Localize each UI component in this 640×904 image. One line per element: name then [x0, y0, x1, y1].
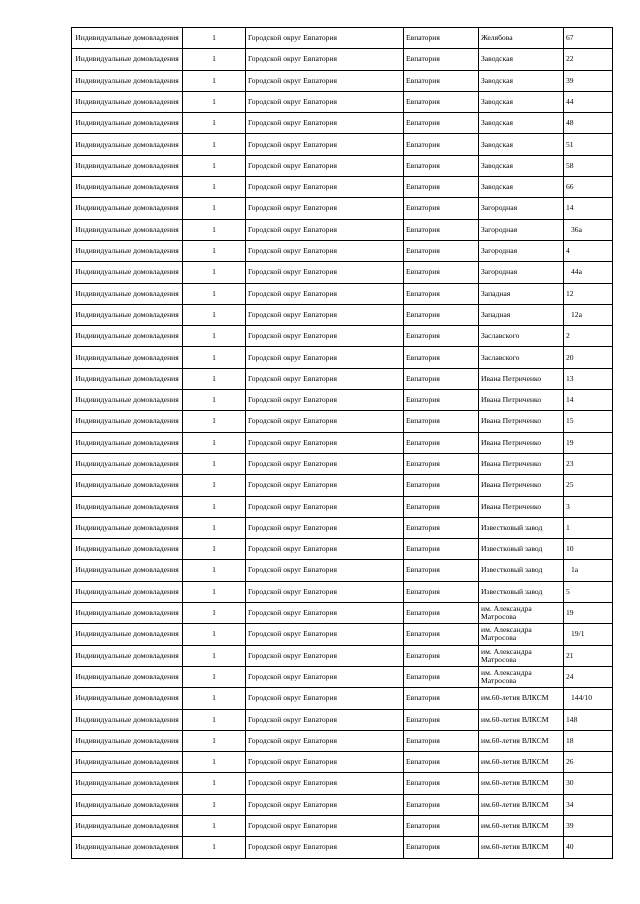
street-cell: им. Александра Матросова [479, 645, 564, 666]
count-cell: 1 [183, 70, 246, 91]
building-type-cell: Индивидуальные домовладения [72, 70, 183, 91]
count-cell: 1 [183, 709, 246, 730]
table-row [72, 773, 613, 794]
table-row [72, 453, 613, 474]
house-number-cell: 44 [564, 91, 613, 112]
table-row [72, 198, 613, 219]
city-cell: Евпатория [404, 837, 479, 858]
house-number-cell: 36а [564, 219, 613, 240]
district-cell: Городской округ Евпатория [246, 794, 404, 815]
house-number-cell: 25 [564, 475, 613, 496]
house-number-cell: 66 [564, 177, 613, 198]
count-cell: 1 [183, 837, 246, 858]
table-row [72, 262, 613, 283]
district-cell: Городской округ Евпатория [246, 155, 404, 176]
table-row [72, 390, 613, 411]
count-cell: 1 [183, 560, 246, 581]
district-cell: Городской округ Евпатория [246, 70, 404, 91]
table-row [72, 368, 613, 389]
street-cell: Заславского [479, 326, 564, 347]
building-type-cell: Индивидуальные домовладения [72, 709, 183, 730]
street-cell: Заводская [479, 134, 564, 155]
building-type-cell: Индивидуальные домовладения [72, 134, 183, 155]
street-cell: Западная [479, 283, 564, 304]
house-number-cell: 12а [564, 304, 613, 325]
table-row [72, 560, 613, 581]
building-type-cell: Индивидуальные домовладения [72, 539, 183, 560]
house-number-cell: 15 [564, 411, 613, 432]
street-cell: Ивана Петриченко [479, 432, 564, 453]
count-cell: 1 [183, 539, 246, 560]
house-number-cell: 1а [564, 560, 613, 581]
table-row [72, 113, 613, 134]
table-row [72, 730, 613, 751]
house-number-cell: 67 [564, 28, 613, 49]
count-cell: 1 [183, 475, 246, 496]
count-cell: 1 [183, 326, 246, 347]
house-number-cell: 20 [564, 347, 613, 368]
district-cell: Городской округ Евпатория [246, 91, 404, 112]
table-row [72, 666, 613, 687]
building-type-cell: Индивидуальные домовладения [72, 475, 183, 496]
house-number-cell: 4 [564, 240, 613, 261]
house-number-cell: 34 [564, 794, 613, 815]
district-cell: Городской округ Евпатория [246, 666, 404, 687]
house-number-cell: 148 [564, 709, 613, 730]
district-cell: Городской округ Евпатория [246, 368, 404, 389]
table-row [72, 219, 613, 240]
table-row [72, 815, 613, 836]
street-cell: им.60-летия ВЛКСМ [479, 688, 564, 709]
building-type-cell: Индивидуальные домовладения [72, 326, 183, 347]
building-type-cell: Индивидуальные домовладения [72, 304, 183, 325]
street-cell: Заславского [479, 347, 564, 368]
building-type-cell: Индивидуальные домовладения [72, 496, 183, 517]
district-cell: Городской округ Евпатория [246, 453, 404, 474]
street-cell: Известковый завод [479, 560, 564, 581]
address-table [71, 27, 613, 859]
building-type-cell: Индивидуальные домовладения [72, 603, 183, 624]
count-cell: 1 [183, 28, 246, 49]
city-cell: Евпатория [404, 390, 479, 411]
city-cell: Евпатория [404, 326, 479, 347]
city-cell: Евпатория [404, 517, 479, 538]
street-cell: Ивана Петриченко [479, 411, 564, 432]
city-cell: Евпатория [404, 496, 479, 517]
house-number-cell: 24 [564, 666, 613, 687]
street-cell: Желябова [479, 28, 564, 49]
district-cell: Городской округ Евпатория [246, 28, 404, 49]
district-cell: Городской округ Евпатория [246, 624, 404, 645]
count-cell: 1 [183, 155, 246, 176]
house-number-cell: 18 [564, 730, 613, 751]
building-type-cell: Индивидуальные домовладения [72, 347, 183, 368]
district-cell: Городской округ Евпатория [246, 390, 404, 411]
street-cell: Известковый завод [479, 581, 564, 602]
city-cell: Евпатория [404, 539, 479, 560]
count-cell: 1 [183, 517, 246, 538]
count-cell: 1 [183, 240, 246, 261]
table-row [72, 240, 613, 261]
house-number-cell: 19/1 [564, 624, 613, 645]
district-cell: Городской округ Евпатория [246, 709, 404, 730]
table-row [72, 624, 613, 645]
count-cell: 1 [183, 283, 246, 304]
city-cell: Евпатория [404, 624, 479, 645]
city-cell: Евпатория [404, 240, 479, 261]
street-cell: Ивана Петриченко [479, 475, 564, 496]
city-cell: Евпатория [404, 283, 479, 304]
house-number-cell: 51 [564, 134, 613, 155]
count-cell: 1 [183, 304, 246, 325]
building-type-cell: Индивидуальные домовладения [72, 198, 183, 219]
table-row [72, 70, 613, 91]
house-number-cell: 22 [564, 49, 613, 70]
district-cell: Городской округ Евпатория [246, 219, 404, 240]
table-row [72, 347, 613, 368]
city-cell: Евпатория [404, 70, 479, 91]
street-cell: Ивана Петриченко [479, 368, 564, 389]
district-cell: Городской округ Евпатория [246, 730, 404, 751]
house-number-cell: 12 [564, 283, 613, 304]
table-row [72, 752, 613, 773]
building-type-cell: Индивидуальные домовладения [72, 688, 183, 709]
street-cell: Известковый завод [479, 517, 564, 538]
street-cell: им.60-летия ВЛКСМ [479, 752, 564, 773]
table-row [72, 326, 613, 347]
city-cell: Евпатория [404, 28, 479, 49]
count-cell: 1 [183, 794, 246, 815]
building-type-cell: Индивидуальные домовладения [72, 28, 183, 49]
house-number-cell: 26 [564, 752, 613, 773]
house-number-cell: 58 [564, 155, 613, 176]
count-cell: 1 [183, 347, 246, 368]
city-cell: Евпатория [404, 155, 479, 176]
district-cell: Городской округ Евпатория [246, 240, 404, 261]
district-cell: Городской округ Евпатория [246, 134, 404, 155]
city-cell: Евпатория [404, 794, 479, 815]
count-cell: 1 [183, 730, 246, 751]
house-number-cell: 48 [564, 113, 613, 134]
district-cell: Городской округ Евпатория [246, 517, 404, 538]
table-row [72, 794, 613, 815]
city-cell: Евпатория [404, 730, 479, 751]
street-cell: им. Александра Матросова [479, 624, 564, 645]
building-type-cell: Индивидуальные домовладения [72, 432, 183, 453]
district-cell: Городской округ Евпатория [246, 539, 404, 560]
district-cell: Городской округ Евпатория [246, 645, 404, 666]
building-type-cell: Индивидуальные домовладения [72, 177, 183, 198]
street-cell: Заводская [479, 49, 564, 70]
building-type-cell: Индивидуальные домовладения [72, 794, 183, 815]
count-cell: 1 [183, 219, 246, 240]
building-type-cell: Индивидуальные домовладения [72, 155, 183, 176]
building-type-cell: Индивидуальные домовладения [72, 837, 183, 858]
count-cell: 1 [183, 688, 246, 709]
city-cell: Евпатория [404, 262, 479, 283]
building-type-cell: Индивидуальные домовладения [72, 240, 183, 261]
count-cell: 1 [183, 390, 246, 411]
table-row [72, 688, 613, 709]
count-cell: 1 [183, 198, 246, 219]
district-cell: Городской округ Евпатория [246, 603, 404, 624]
house-number-cell: 14 [564, 390, 613, 411]
city-cell: Евпатория [404, 773, 479, 794]
street-cell: им.60-летия ВЛКСМ [479, 815, 564, 836]
table-row [72, 517, 613, 538]
house-number-cell: 14 [564, 198, 613, 219]
district-cell: Городской округ Евпатория [246, 837, 404, 858]
table-row [72, 539, 613, 560]
table-row [72, 283, 613, 304]
building-type-cell: Индивидуальные домовладения [72, 49, 183, 70]
table-row [72, 28, 613, 49]
street-cell: им.60-летия ВЛКСМ [479, 709, 564, 730]
building-type-cell: Индивидуальные домовладения [72, 368, 183, 389]
street-cell: Известковый завод [479, 539, 564, 560]
district-cell: Городской округ Евпатория [246, 773, 404, 794]
table-row [72, 709, 613, 730]
table-row [72, 177, 613, 198]
building-type-cell: Индивидуальные домовладения [72, 666, 183, 687]
table-row [72, 432, 613, 453]
street-cell: им.60-летия ВЛКСМ [479, 837, 564, 858]
house-number-cell: 144/10 [564, 688, 613, 709]
house-number-cell: 23 [564, 453, 613, 474]
building-type-cell: Индивидуальные домовладения [72, 390, 183, 411]
count-cell: 1 [183, 581, 246, 602]
house-number-cell: 39 [564, 70, 613, 91]
count-cell: 1 [183, 815, 246, 836]
count-cell: 1 [183, 134, 246, 155]
building-type-cell: Индивидуальные домовладения [72, 560, 183, 581]
count-cell: 1 [183, 91, 246, 112]
street-cell: им.60-летия ВЛКСМ [479, 730, 564, 751]
street-cell: им.60-летия ВЛКСМ [479, 794, 564, 815]
count-cell: 1 [183, 752, 246, 773]
building-type-cell: Индивидуальные домовладения [72, 411, 183, 432]
building-type-cell: Индивидуальные домовладения [72, 624, 183, 645]
street-cell: Загородная [479, 262, 564, 283]
street-cell: Заводская [479, 155, 564, 176]
district-cell: Городской округ Евпатория [246, 198, 404, 219]
building-type-cell: Индивидуальные домовладения [72, 262, 183, 283]
street-cell: Ивана Петриченко [479, 453, 564, 474]
city-cell: Евпатория [404, 347, 479, 368]
street-cell: Загородная [479, 198, 564, 219]
document-page [71, 27, 612, 859]
city-cell: Евпатория [404, 368, 479, 389]
city-cell: Евпатория [404, 113, 479, 134]
city-cell: Евпатория [404, 411, 479, 432]
house-number-cell: 44а [564, 262, 613, 283]
city-cell: Евпатория [404, 475, 479, 496]
house-number-cell: 21 [564, 645, 613, 666]
building-type-cell: Индивидуальные домовладения [72, 645, 183, 666]
table-row [72, 155, 613, 176]
building-type-cell: Индивидуальные домовладения [72, 773, 183, 794]
street-cell: Заводская [479, 91, 564, 112]
city-cell: Евпатория [404, 198, 479, 219]
street-cell: Заводская [479, 177, 564, 198]
city-cell: Евпатория [404, 177, 479, 198]
table-row [72, 645, 613, 666]
building-type-cell: Индивидуальные домовладения [72, 453, 183, 474]
street-cell: им. Александра Матросова [479, 603, 564, 624]
table-row [72, 475, 613, 496]
building-type-cell: Индивидуальные домовладения [72, 581, 183, 602]
street-cell: Загородная [479, 219, 564, 240]
count-cell: 1 [183, 49, 246, 70]
city-cell: Евпатория [404, 815, 479, 836]
street-cell: Ивана Петриченко [479, 496, 564, 517]
count-cell: 1 [183, 411, 246, 432]
city-cell: Евпатория [404, 560, 479, 581]
district-cell: Городской округ Евпатория [246, 113, 404, 134]
count-cell: 1 [183, 368, 246, 389]
building-type-cell: Индивидуальные домовладения [72, 730, 183, 751]
building-type-cell: Индивидуальные домовладения [72, 815, 183, 836]
district-cell: Городской округ Евпатория [246, 262, 404, 283]
house-number-cell: 5 [564, 581, 613, 602]
district-cell: Городской округ Евпатория [246, 688, 404, 709]
house-number-cell: 13 [564, 368, 613, 389]
city-cell: Евпатория [404, 603, 479, 624]
count-cell: 1 [183, 496, 246, 517]
count-cell: 1 [183, 177, 246, 198]
street-cell: Загородная [479, 240, 564, 261]
building-type-cell: Индивидуальные домовладения [72, 113, 183, 134]
city-cell: Евпатория [404, 453, 479, 474]
street-cell: Западная [479, 304, 564, 325]
district-cell: Городской округ Евпатория [246, 475, 404, 496]
house-number-cell: 2 [564, 326, 613, 347]
house-number-cell: 10 [564, 539, 613, 560]
district-cell: Городской округ Евпатория [246, 496, 404, 517]
district-cell: Городской округ Евпатория [246, 411, 404, 432]
table-row [72, 837, 613, 858]
house-number-cell: 30 [564, 773, 613, 794]
count-cell: 1 [183, 453, 246, 474]
city-cell: Евпатория [404, 304, 479, 325]
city-cell: Евпатория [404, 709, 479, 730]
building-type-cell: Индивидуальные домовладения [72, 752, 183, 773]
city-cell: Евпатория [404, 134, 479, 155]
street-cell: им. Александра Матросова [479, 666, 564, 687]
city-cell: Евпатория [404, 219, 479, 240]
table-row [72, 603, 613, 624]
count-cell: 1 [183, 432, 246, 453]
district-cell: Городской округ Евпатория [246, 581, 404, 602]
table-row [72, 49, 613, 70]
building-type-cell: Индивидуальные домовладения [72, 283, 183, 304]
house-number-cell: 40 [564, 837, 613, 858]
street-cell: Заводская [479, 70, 564, 91]
district-cell: Городской округ Евпатория [246, 560, 404, 581]
city-cell: Евпатория [404, 666, 479, 687]
city-cell: Евпатория [404, 581, 479, 602]
district-cell: Городской округ Евпатория [246, 177, 404, 198]
street-cell: им.60-летия ВЛКСМ [479, 773, 564, 794]
city-cell: Евпатория [404, 432, 479, 453]
district-cell: Городской округ Евпатория [246, 432, 404, 453]
count-cell: 1 [183, 113, 246, 134]
count-cell: 1 [183, 624, 246, 645]
city-cell: Евпатория [404, 688, 479, 709]
table-row [72, 134, 613, 155]
city-cell: Евпатория [404, 752, 479, 773]
table-row [72, 581, 613, 602]
count-cell: 1 [183, 603, 246, 624]
table-body [72, 28, 613, 859]
count-cell: 1 [183, 262, 246, 283]
house-number-cell: 1 [564, 517, 613, 538]
district-cell: Городской округ Евпатория [246, 326, 404, 347]
district-cell: Городской округ Евпатория [246, 49, 404, 70]
district-cell: Городской округ Евпатория [246, 815, 404, 836]
table-row [72, 496, 613, 517]
district-cell: Городской округ Евпатория [246, 304, 404, 325]
street-cell: Заводская [479, 113, 564, 134]
house-number-cell: 19 [564, 432, 613, 453]
building-type-cell: Индивидуальные домовладения [72, 517, 183, 538]
building-type-cell: Индивидуальные домовладения [72, 219, 183, 240]
city-cell: Евпатория [404, 91, 479, 112]
building-type-cell: Индивидуальные домовладения [72, 91, 183, 112]
district-cell: Городской округ Евпатория [246, 347, 404, 368]
house-number-cell: 3 [564, 496, 613, 517]
district-cell: Городской округ Евпатория [246, 283, 404, 304]
house-number-cell: 39 [564, 815, 613, 836]
district-cell: Городской округ Евпатория [246, 752, 404, 773]
count-cell: 1 [183, 666, 246, 687]
city-cell: Евпатория [404, 645, 479, 666]
street-cell: Ивана Петриченко [479, 390, 564, 411]
city-cell: Евпатория [404, 49, 479, 70]
table-row [72, 91, 613, 112]
table-row [72, 304, 613, 325]
count-cell: 1 [183, 645, 246, 666]
table-row [72, 411, 613, 432]
house-number-cell: 19 [564, 603, 613, 624]
count-cell: 1 [183, 773, 246, 794]
